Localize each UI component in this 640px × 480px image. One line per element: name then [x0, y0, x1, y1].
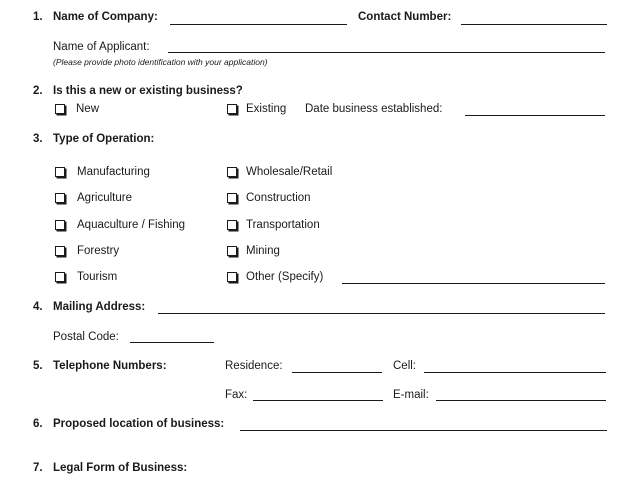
transportation-checkbox[interactable] — [227, 220, 237, 230]
agriculture-checkbox[interactable] — [55, 193, 65, 203]
telephone-numbers-label: Telephone Numbers: — [53, 360, 167, 372]
applicant-name-label: Name of Applicant: — [53, 41, 150, 53]
option-forestry: Forestry — [77, 245, 120, 257]
mining-checkbox[interactable] — [227, 246, 237, 256]
q3-number: 3. — [33, 133, 43, 145]
proposed-location-label: Proposed location of business: — [53, 418, 225, 430]
q6-number: 6. — [33, 418, 43, 430]
date-established-label: Date business established: — [305, 103, 443, 115]
email-label: E-mail: — [393, 389, 429, 401]
option-other-specify: Other (Specify) — [246, 271, 324, 283]
option-construction: Construction — [246, 192, 311, 204]
option-aquaculture-fishing: Aquaculture / Fishing — [77, 219, 186, 231]
photo-id-note: (Please provide photo identification with your application) — [53, 57, 268, 67]
q1-number: 1. — [33, 11, 43, 23]
option-transportation: Transportation — [246, 219, 320, 231]
q4-number: 4. — [33, 301, 43, 313]
mailing-address-label: Mailing Address: — [53, 301, 146, 313]
tourism-checkbox[interactable] — [55, 272, 65, 282]
legal-form-label: Legal Form of Business: — [53, 462, 188, 474]
contact-number-label: Contact Number: — [358, 11, 452, 23]
new-business-label: New — [76, 103, 100, 115]
company-name-field[interactable] — [170, 10, 347, 25]
date-established-field[interactable] — [465, 101, 605, 116]
residence-field[interactable] — [292, 358, 382, 373]
proposed-location-field[interactable] — [240, 416, 607, 431]
fax-label: Fax: — [225, 389, 248, 401]
other-specify-field[interactable] — [342, 269, 605, 284]
option-manufacturing: Manufacturing — [77, 166, 150, 178]
residence-label: Residence: — [225, 360, 283, 372]
cell-label: Cell: — [393, 360, 417, 372]
cell-field[interactable] — [424, 358, 606, 373]
wholesale-retail-checkbox[interactable] — [227, 167, 237, 177]
applicant-name-field[interactable] — [168, 38, 605, 53]
option-wholesale-retail: Wholesale/Retail — [246, 166, 333, 178]
q2-number: 2. — [33, 85, 43, 97]
option-mining: Mining — [246, 245, 280, 257]
other-specify-checkbox[interactable] — [227, 272, 237, 282]
aquaculture-fishing-checkbox[interactable] — [55, 220, 65, 230]
manufacturing-checkbox[interactable] — [55, 167, 65, 177]
new-business-checkbox[interactable] — [55, 104, 65, 114]
construction-checkbox[interactable] — [227, 193, 237, 203]
fax-field[interactable] — [253, 386, 383, 401]
existing-business-checkbox[interactable] — [227, 104, 237, 114]
new-existing-question: Is this a new or existing business? — [53, 85, 243, 97]
postal-code-label: Postal Code: — [53, 331, 119, 343]
mailing-address-field[interactable] — [158, 299, 605, 314]
postal-code-field[interactable] — [130, 328, 214, 343]
contact-number-field[interactable] — [461, 10, 607, 25]
company-name-label: Name of Company: — [53, 11, 158, 23]
email-field[interactable] — [436, 386, 606, 401]
q7-number: 7. — [33, 462, 43, 474]
forestry-checkbox[interactable] — [55, 246, 65, 256]
operation-type-question: Type of Operation: — [53, 133, 155, 145]
q5-number: 5. — [33, 360, 43, 372]
option-agriculture: Agriculture — [77, 192, 132, 204]
existing-business-label: Existing — [246, 103, 287, 115]
option-tourism: Tourism — [77, 271, 118, 283]
